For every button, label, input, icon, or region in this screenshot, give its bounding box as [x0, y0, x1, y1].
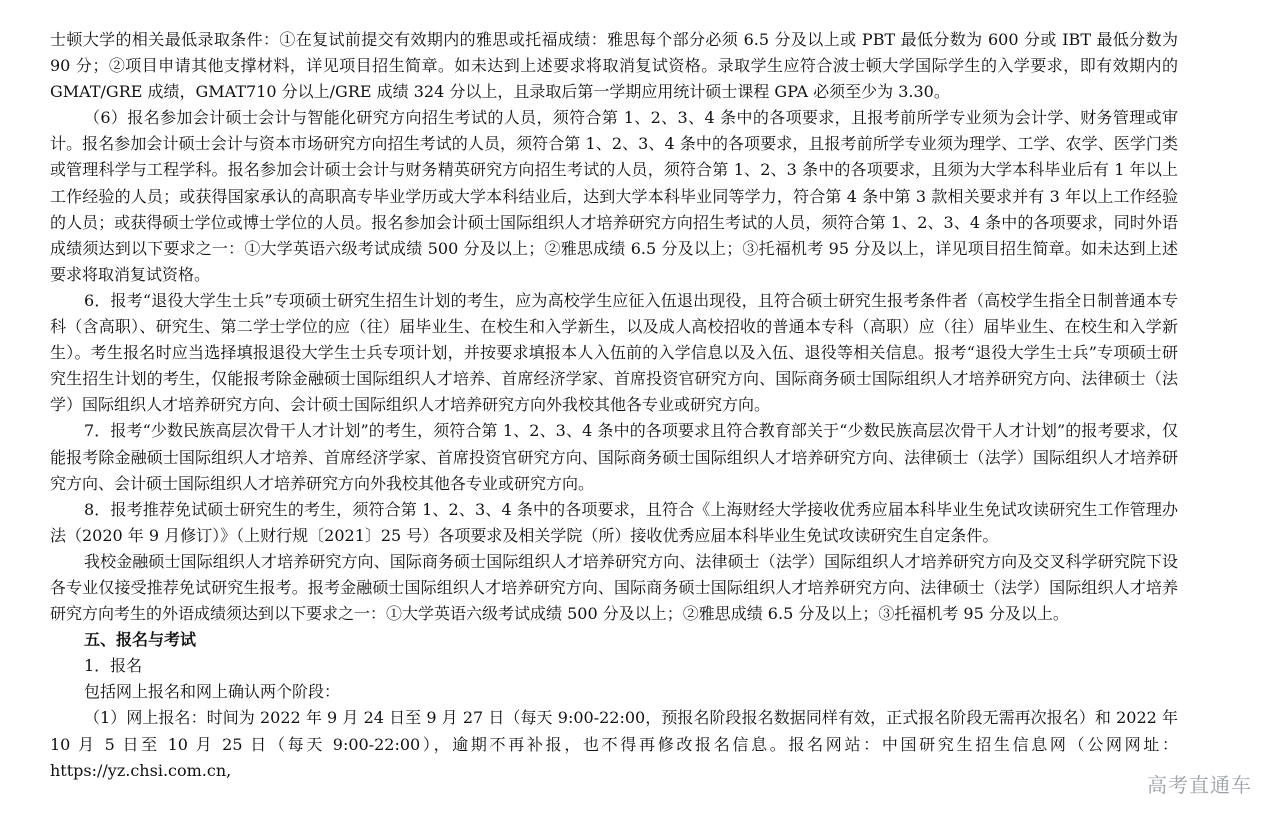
paragraph-veteran-plan: 6．报考“退役大学生士兵”专项硕士研究生招生计划的考生，应为高校学生应征入伍退出现役，且符合硕士研究生报考条件者（高校学生指全日制普通本专科（含高职）、研究生、第二学士学位的应（往）届毕业生、在校生和入学新生，以及成人高校招收的普通本专科（高职）应（往）届毕业生、在校生和入学新生）。考生报名时应当选择填报退役大学生士兵专项计划，并按要求填报本人入伍前的入学信息以及入伍、退役等相关信息。报考“退役大学生士兵”专项硕士研究生招生计划的考生，仅能报考除金融硕士国际组织人才培养、首席经济学家、首席投资官研究方向、国际商务硕士国际组织人才培养研究方向、法律硕士（法学）国际组织人才培养研究方向、会计硕士国际组织人才培养研究方向外我校其他各专业或研究方向。 [50, 290, 1178, 415]
online-registration-paragraph: （1）网上报名：时间为 2022 年 9 月 24 日至 9 月 27 日（每天 9:00-22:00，预报名阶段报名数据同样有效，正式报名阶段无需再次报名）和 2022 年 10 月 5 日至 10 月 25 日（每天 9:00-22:00），逾期不再补报，也不得再修改报名信息。报名网站：中国研究生招生信息网（公网网址：https://yz.chsi.com.cn, [50, 708, 1178, 780]
paragraph-minority-plan: 7．报考“少数民族高层次骨干人才计划”的考生，须符合第 1、2、3、4 条中的各项要求且符合教育部关于“少数民族高层次骨干人才计划”的报考要求，仅能报考除金融硕士国际组织人才培养、首席经济学家、首席投资官研究方向、国际商务硕士国际组织人才培养研究方向、法律硕士（法学）国际组织人才培养研究方向、会计硕士国际组织人才培养研究方向外我校其他各专业或研究方向。 [50, 421, 1178, 493]
paragraph-accounting-requirements: （6）报名参加会计硕士会计与智能化研究方向招生考试的人员，须符合第 1、2、3、4 条中的各项要求，且报考前所学专业须为会计学、财务管理或审计。报名参加会计硕士会计与资本市场研究方向招生考试的人员，须符合第 1、2、3、4 条中的各项要求，且报考前所学专业须为理学、工学、农学、医学门类或管理科学与工程学科。报名参加会计硕士会计与财务精英研究方向招生考试的人员，须符合第 1、2、3 条中的各项要求，且须为大学本科毕业后有 1 年以上工作经验的人员；或获得国家承认的高职高专毕业学历或大学本科结业后，达到大学本科毕业同等学力，符合第 4 条中第 3 款相关要求并有 3 年以上工作经验的人员；或获得硕士学位或博士学位的人员。报名参加会计硕士国际组织人才培养研究方向招生考试的人员，须符合第 1、2、3、4 条中的各项要求，同时外语成绩须达到以下要求之一：①大学英语六级考试成绩 500 分及以上；②雅思成绩 6.5 分及以上；③托福机考 95 分及以上，详见项目招生简章。如未达到上述要求将取消复试资格。 [50, 108, 1178, 284]
paragraph-international-programs: 我校金融硕士国际组织人才培养研究方向、国际商务硕士国际组织人才培养研究方向、法律硕士（法学）国际组织人才培养研究方向及交叉科学研究院下设各专业仅接受推荐免试研究生报考。报考金融硕士国际组织人才培养研究方向、国际商务硕士国际组织人才培养研究方向、法律硕士（法学）国际组织人才培养研究方向考生的外语成绩须达到以下要求之一：①大学英语六级考试成绩 500 分及以上；②雅思成绩 6.5 分及以上；③托福机考 95 分及以上。 [50, 551, 1178, 624]
document-page [50, 27, 1178, 784]
subsection-heading: 1．报名 [84, 656, 143, 676]
paragraph-recommended-exempt: 8．报考推荐免试硕士研究生的考生，须符合第 1、2、3、4 条中的各项要求，且符合《上海财经大学接收优秀应届本科毕业生免试攻读研究生工作管理办法（2020 年 9 月修订）》（上财行规〔2021〕25 号）各项要求及相关学院（所）接收优秀应届本科毕业生免试攻读研究生自定条件。 [50, 499, 1178, 545]
paragraph-boston-requirements: 士顿大学的相关最低录取条件：①在复试前提交有效期内的雅思或托福成绩：雅思每个部分必须 6.5 分及以上或 PBT 最低分数为 600 分或 IBT 最低分数为 90 分；②项目申请其他支撑材料，详见项目招生简章。如未达到上述要求将取消复试资格。录取学生应符合波士顿大学国际学生的入学要求，即有效期内的 GMAT/GRE 成绩，GMAT710 分以上/GRE 成绩 324 分以上，且录取后第一学期应用统计硕士课程 GPA 必须至少为 3.30。 [50, 30, 1178, 102]
registration-intro: 包括网上报名和网上确认两个阶段： [84, 682, 341, 702]
watermark-text: 高考直通车 [1147, 773, 1252, 797]
section-heading: 五、报名与考试 [84, 630, 197, 650]
